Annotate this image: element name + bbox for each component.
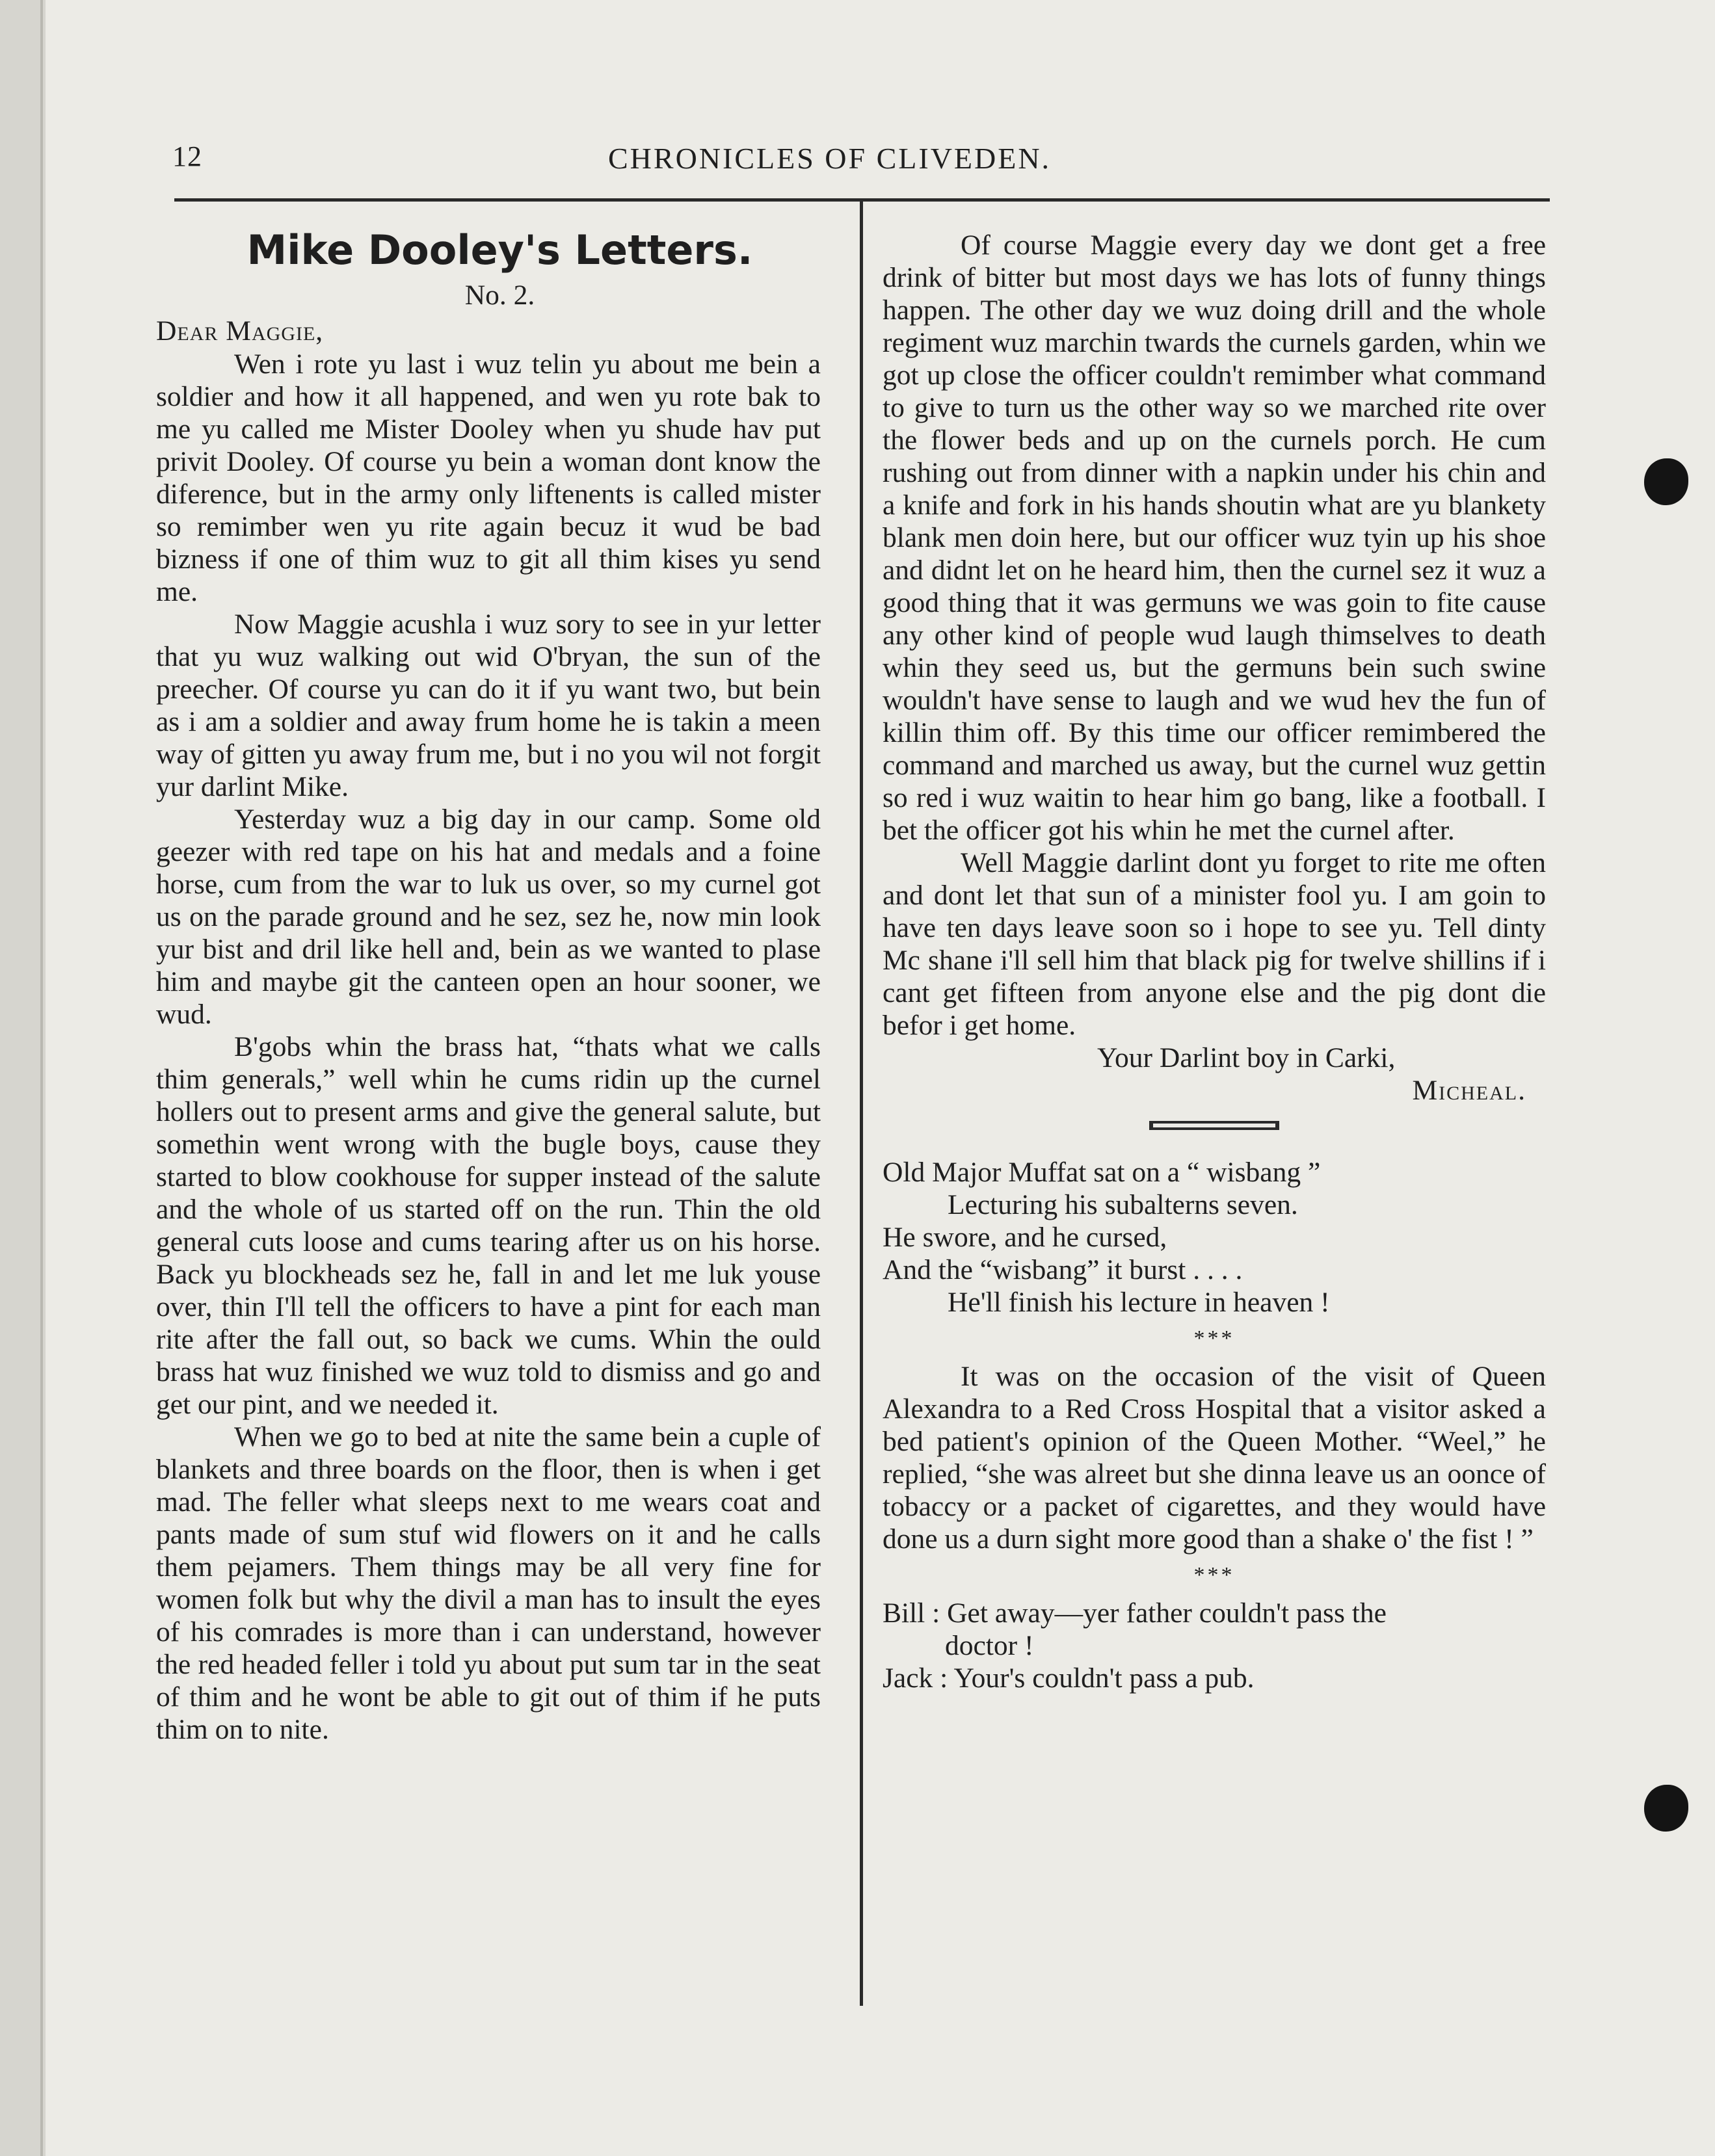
paragraph: Yesterday wuz a big day in our camp. Some old geezer with red tape on his hat and medals and a foine horse, cum from the war to luk us over, so my curnel got us on the parade ground and he sez, sez he, now min look yur bist and dril like hell and, bein as we wanted to plase him and maybe git the canteen open an hour sooner, we wud.: [156, 804, 821, 1030]
binding-hole: [1644, 1785, 1688, 1832]
letter-closing: Your Darlint boy in Carki,: [1097, 1042, 1396, 1073]
binding-edge: [0, 0, 46, 2156]
speaker-name: Bill :: [883, 1597, 940, 1629]
letter-signature: Micheal.: [1412, 1075, 1526, 1106]
verse-line: He swore, and he cursed,: [883, 1222, 1167, 1253]
anecdote: It was on the occasion of the visit of Queen Alexandra to a Red Cross Hospital that a visitor asked a bed patient's opinion of the Queen Mother. “Weel,” he replied, “she was alreet but she dinna leave us an oonce of tobaccy or a packet of cigarettes, and they would have done us a durn sight more good than a shake o' the fist ! ”: [883, 1361, 1546, 1555]
verse: [883, 1156, 1546, 1319]
paragraph: Wen i rote yu last i wuz telin yu about me bein a soldier and how it all happened, and wen yu rote bak to me yu called me Mister Dooley when yu shude hav put privit Dooley. Of course yu bein a woman dont know the diference, but in the army only liftenents is called mister so remimber wen yu rite again becuz it wud be bad bizness if one of thim wuz to git all thim kises yu send me.: [156, 348, 821, 607]
ornament-divider: [1149, 1121, 1279, 1130]
dialogue-line: [883, 1662, 1546, 1694]
paragraph: B'gobs whin the brass hat, “thats what we calls thim generals,” well whin he cums ridin up the curnel hollers out to present arms and give the general salute, but somethin went wrong with the bugle boys, cause they started to blow cookhouse for supper instead of the salute and the whole of us started off on the run. Thin the old general cuts loose and cums tearing after us on his horse. Back yu blockheads sez he, fall in and let me luk youse over, thin I'll tell the officers to have a pint for each man rite after the fall out, so back we cums. Whin the ould brass hat wuz finished we wuz told to dismiss and go and get our pint, and we needed it.: [156, 1031, 821, 1420]
paragraph: When we go to bed at nite the same bein a cuple of blankets and three boards on the floor, then is when i get mad. The feller what sleeps next to me wears coat and pants made of sum stuf wid flowers on it and he calls them pejamers. Them things may be all very fine for women folk but why the divil a man has to insult the eyes of his comrades is more than i can understand, however the red headed feller i told yu about put sum tar in the seat of thim and he wont be able to git out of thim if he puts thim on to nite.: [156, 1421, 821, 1745]
verse-line: Lecturing his subalterns seven.: [948, 1189, 1298, 1220]
column-divider: [860, 202, 863, 2006]
verse-line: And the “wisbang” it burst . . . .: [883, 1254, 1243, 1285]
paragraph: Of course Maggie every day we dont get a free drink of bitter but most days we has lots of funny things happen. The other day we wuz doing drill and the whole regiment wuz marchin twards the curnels garden, whin we got up close the officer couldn't remimber what command to give to turn us the other way so we marched rite over the flower beds and up on the curnels porch. He cum rushing out from dinner with a napkin under his chin and a knife and fork in his hands shoutin what are yu blankety blank men doin here, but our officer wuz tyin up his shoe and didnt let on he heard him, then the curnel sez it wuz a good thing that it was germuns we was goin to fite cause any other kind of people wud laugh thimselves to death whin they seed us, but the germuns bein such swine wouldn't have sense to laugh and we wud hev the fun of killin thim off. By this time our officer remimbered the command and marched us away, but the curnel wuz gettin so red i wuz waitin to hear him go bang, like a football. I bet the officer got his whin he met the curnel after.: [883, 230, 1546, 846]
letter-number: No. 2.: [464, 280, 535, 311]
paragraph: Well Maggie darlint dont yu forget to rite me often and dont let that sun of a minister fool yu. I am goin to have ten days leave soon so i hope to see yu. Tell dinty Mc shane i'll sell him that black pig for twelve shillins if i cant get fifteen from anyone else and the pig dont die befor i get home.: [883, 847, 1546, 1041]
dialogue-text: Your's couldn't pass a pub.: [953, 1663, 1255, 1694]
right-column: [883, 229, 1546, 1694]
verse-line: He'll finish his lecture in heaven !: [948, 1287, 1330, 1318]
binding-hole: [1644, 458, 1688, 505]
dialogue-text: Get away—yer father couldn't pass the: [947, 1597, 1387, 1629]
dialogue: [883, 1597, 1546, 1694]
running-title: CHRONICLES OF CLIVEDEN.: [608, 142, 1052, 175]
section-separator: ***: [1193, 1563, 1235, 1587]
dialogue-line: [883, 1597, 1546, 1629]
salutation: Dear Maggie,: [156, 315, 324, 347]
page-number: 12: [172, 140, 202, 172]
left-column: [156, 224, 821, 1746]
section-separator: ***: [1193, 1326, 1235, 1350]
verse-line: Old Major Muffat sat on a “ wisbang ”: [883, 1157, 1321, 1188]
dialogue-continuation: doctor !: [945, 1630, 1034, 1661]
binding-line: [40, 0, 43, 2156]
speaker-name: Jack :: [883, 1663, 948, 1694]
page-header: [172, 140, 1551, 185]
article-title: Mike Dooley's Letters.: [246, 226, 753, 274]
paragraph: Now Maggie acushla i wuz sory to see in yur letter that yu wuz walking out wid O'bryan, the sun of the preecher. Of course yu can do it if yu want two, but bein as i am a soldier and away frum home he is takin a meen way of gitten yu away frum me, but i no you wil not forgit yur darlint Mike.: [156, 609, 821, 802]
